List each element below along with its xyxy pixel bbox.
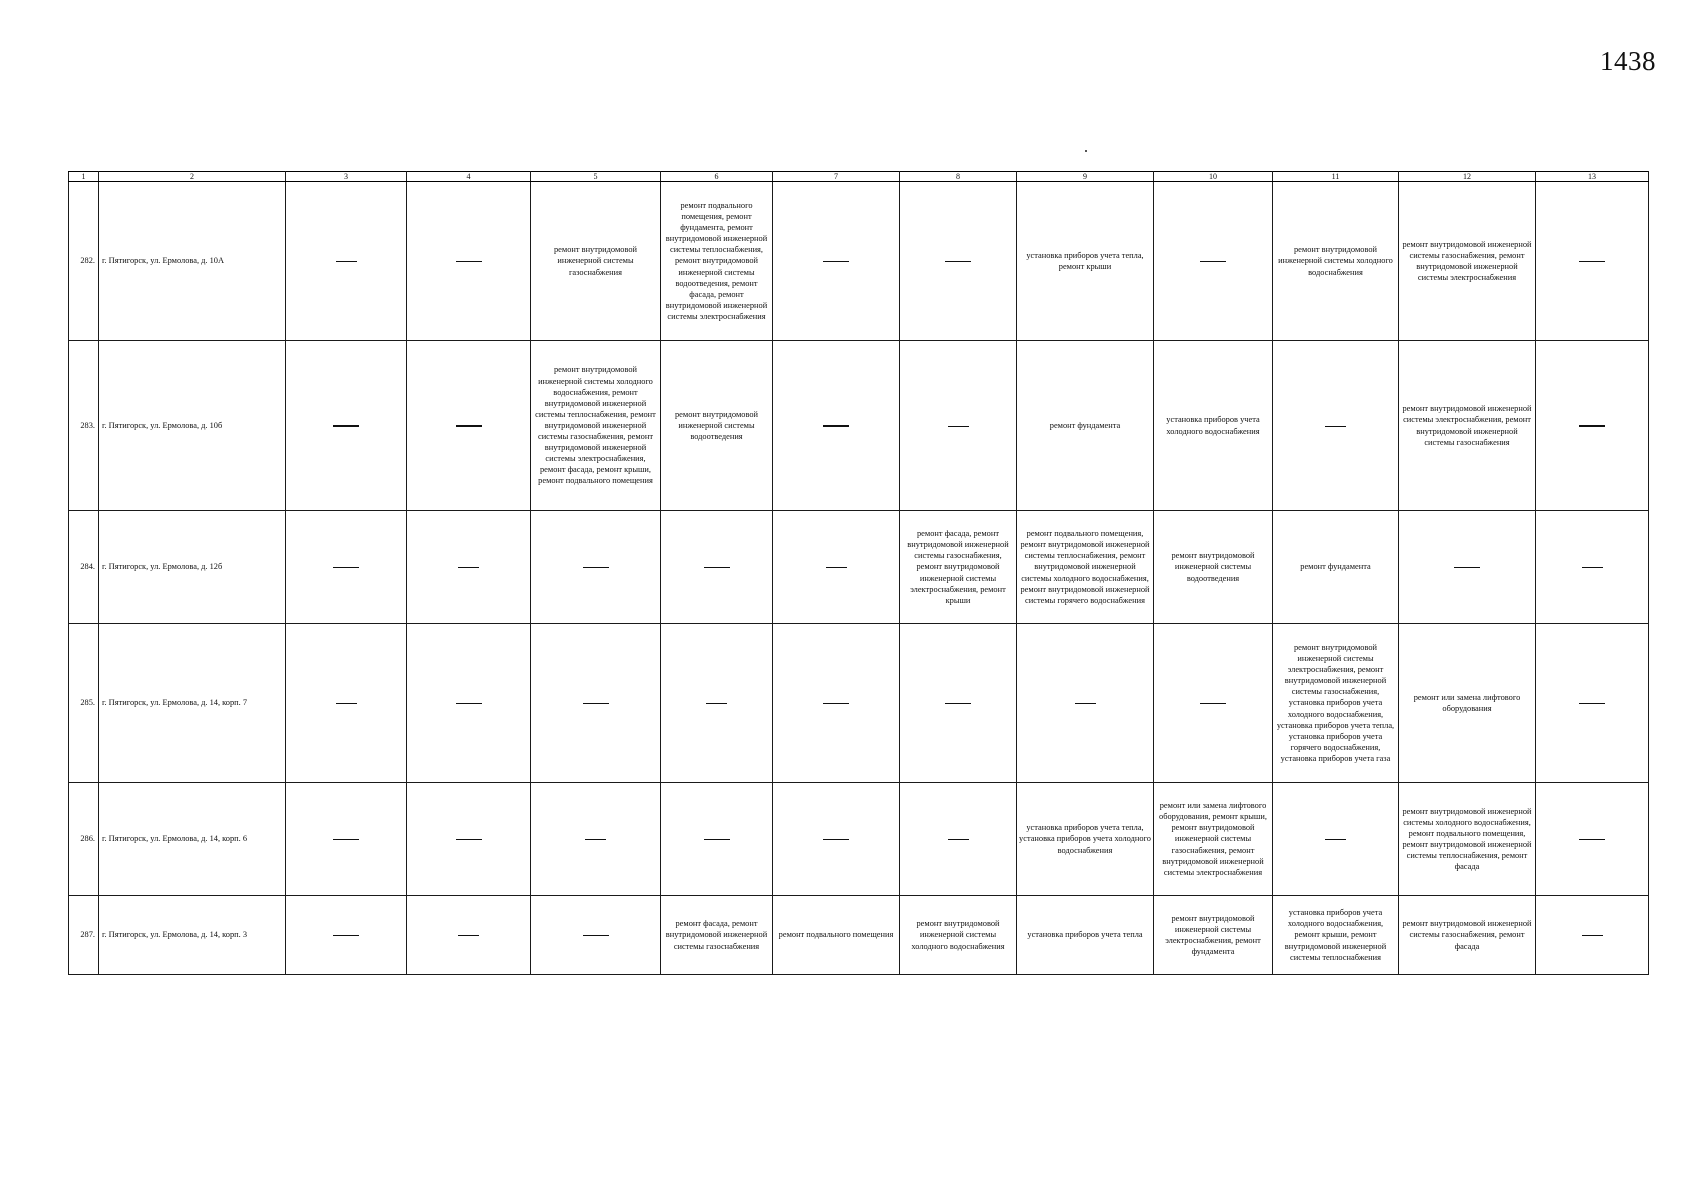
empty-cell xyxy=(773,511,900,624)
column-number-10: 10 xyxy=(1154,172,1273,182)
work-description-cell: ремонт фасада, ремонт внутридомовой инженерной системы газоснабжения xyxy=(661,896,773,975)
empty-cell xyxy=(773,783,900,896)
empty-cell xyxy=(286,624,407,783)
dash-mark xyxy=(1582,567,1603,568)
empty-cell xyxy=(531,511,661,624)
empty-cell xyxy=(531,783,661,896)
work-description-cell: ремонт внутридомовой инженерной системы газоснабжения, ремонт фасада xyxy=(1399,896,1536,975)
empty-cell xyxy=(1399,511,1536,624)
dash-mark xyxy=(823,425,849,426)
dash-mark xyxy=(948,426,969,427)
dash-mark xyxy=(823,839,849,840)
empty-cell xyxy=(773,182,900,341)
empty-cell xyxy=(1273,783,1399,896)
column-number-2: 2 xyxy=(99,172,286,182)
work-description-cell: ремонт внутридомовой инженерной системы водоотведения xyxy=(661,341,773,511)
work-description-cell: ремонт фасада, ремонт внутридомовой инженерной системы газоснабжения, ремонт внутридомовой инженерной системы электроснабжения, ремонт крыши xyxy=(900,511,1017,624)
dash-mark xyxy=(458,567,479,568)
empty-cell xyxy=(661,783,773,896)
empty-cell xyxy=(1536,182,1649,341)
dash-mark xyxy=(336,703,357,704)
dash-mark xyxy=(826,567,847,568)
dash-mark xyxy=(1454,567,1480,568)
empty-cell xyxy=(407,783,531,896)
column-number-5: 5 xyxy=(531,172,661,182)
column-number-4: 4 xyxy=(407,172,531,182)
dash-mark xyxy=(704,839,730,840)
dash-mark xyxy=(333,425,359,426)
work-description-cell: ремонт фундамента xyxy=(1017,341,1154,511)
dash-mark xyxy=(333,839,359,840)
dash-mark xyxy=(1200,703,1226,704)
empty-cell xyxy=(1536,624,1649,783)
work-description-cell: ремонт внутридомовой инженерной системы электроснабжения, ремонт внутридомовой инженерной системы газоснабжения, установка приборов учета холодного водоснабжения, установка приборов учета тепла, установка приборов учета горячего водоснабжения, установка приборов учета газа xyxy=(1273,624,1399,783)
row-number: 286. xyxy=(69,783,99,896)
row-number: 285. xyxy=(69,624,99,783)
empty-cell xyxy=(900,182,1017,341)
empty-cell xyxy=(1536,341,1649,511)
table-row xyxy=(69,896,1649,975)
work-description-cell: ремонт внутридомовой инженерной системы газоснабжения, ремонт внутридомовой инженерной системы электроснабжения xyxy=(1399,182,1536,341)
dash-mark xyxy=(583,935,609,936)
dash-mark xyxy=(1579,703,1605,704)
scan-speck xyxy=(1085,150,1087,152)
column-number-8: 8 xyxy=(900,172,1017,182)
table-row xyxy=(69,783,1649,896)
work-description-cell: ремонт или замена лифтового оборудования xyxy=(1399,624,1536,783)
dash-mark xyxy=(823,703,849,704)
work-description-cell: ремонт внутридомовой инженерной системы холодного водоснабжения xyxy=(900,896,1017,975)
empty-cell xyxy=(286,783,407,896)
dash-mark xyxy=(336,261,357,262)
column-number-6: 6 xyxy=(661,172,773,182)
empty-cell xyxy=(1536,511,1649,624)
column-number-9: 9 xyxy=(1017,172,1154,182)
address-cell: г. Пятигорск, ул. Ермолова, д. 12б xyxy=(99,511,286,624)
empty-cell xyxy=(531,624,661,783)
dash-mark xyxy=(458,935,479,936)
work-description-cell: ремонт подвального помещения xyxy=(773,896,900,975)
dash-mark xyxy=(706,703,727,704)
empty-cell xyxy=(407,511,531,624)
table-row xyxy=(69,624,1649,783)
dash-mark xyxy=(1579,425,1605,426)
address-cell: г. Пятигорск, ул. Ермолова, д. 10А xyxy=(99,182,286,341)
work-description-cell: ремонт или замена лифтового оборудования, ремонт крыши, ремонт внутридомовой инженерной системы газоснабжения, ремонт внутридомовой инженерной системы электроснабжения xyxy=(1154,783,1273,896)
empty-cell xyxy=(407,341,531,511)
dash-mark xyxy=(1325,839,1346,840)
dash-mark xyxy=(1582,935,1603,936)
work-description-cell: ремонт внутридомовой инженерной системы водоотведения xyxy=(1154,511,1273,624)
page-number: 1438 xyxy=(1600,46,1656,76)
row-number: 284. xyxy=(69,511,99,624)
work-description-cell: ремонт внутридомовой инженерной системы холодного водоснабжения, ремонт внутридомовой инженерной системы теплоснабжения, ремонт внутридомовой инженерной системы газоснабжения, ремонт внутридомовой инженерной системы электроснабжения, ремонт фасада, ремонт крыши, ремонт подвального помещения xyxy=(531,341,661,511)
repair-schedule-table xyxy=(68,171,1649,975)
empty-cell xyxy=(407,896,531,975)
dash-mark xyxy=(456,425,482,426)
work-description-cell: ремонт внутридомовой инженерной системы газоснабжения xyxy=(531,182,661,341)
work-description-cell: установка приборов учета тепла xyxy=(1017,896,1154,975)
work-description-cell: установка приборов учета тепла, установка приборов учета холодного водоснабжения xyxy=(1017,783,1154,896)
empty-cell xyxy=(1536,896,1649,975)
empty-cell xyxy=(1536,783,1649,896)
dash-mark xyxy=(456,703,482,704)
empty-cell xyxy=(773,341,900,511)
row-number: 287. xyxy=(69,896,99,975)
dash-mark xyxy=(945,261,971,262)
empty-cell xyxy=(286,341,407,511)
empty-cell xyxy=(286,511,407,624)
empty-cell xyxy=(1154,624,1273,783)
table-row xyxy=(69,182,1649,341)
row-number: 282. xyxy=(69,182,99,341)
row-number: 283. xyxy=(69,341,99,511)
column-number-13: 13 xyxy=(1536,172,1649,182)
dash-mark xyxy=(1579,261,1605,262)
dash-mark xyxy=(583,703,609,704)
work-description-cell: ремонт внутридомовой инженерной системы электроснабжения, ремонт фундамента xyxy=(1154,896,1273,975)
table-row xyxy=(69,511,1649,624)
dash-mark xyxy=(456,839,482,840)
work-description-cell: ремонт фундамента xyxy=(1273,511,1399,624)
work-description-cell: ремонт подвального помещения, ремонт фундамента, ремонт внутридомовой инженерной системы теплоснабжения, ремонт внутридомовой инженерной системы водоотведения, ремонт фасада, ремонт внутридомовой инженерной системы электроснабжения xyxy=(661,182,773,341)
work-description-cell: установка приборов учета холодного водоснабжения, ремонт крыши, ремонт внутридомовой инженерной системы теплоснабжения xyxy=(1273,896,1399,975)
dash-mark xyxy=(333,935,359,936)
work-description-cell: ремонт внутридомовой инженерной системы холодного водоснабжения xyxy=(1273,182,1399,341)
work-description-cell: ремонт внутридомовой инженерной системы холодного водоснабжения, ремонт подвального помещения, ремонт внутридомовой инженерной системы теплоснабжения, ремонт фасада xyxy=(1399,783,1536,896)
column-number-11: 11 xyxy=(1273,172,1399,182)
empty-cell xyxy=(407,182,531,341)
column-number-12: 12 xyxy=(1399,172,1536,182)
empty-cell xyxy=(773,624,900,783)
address-cell: г. Пятигорск, ул. Ермолова, д. 14, корп. 6 xyxy=(99,783,286,896)
address-cell: г. Пятигорск, ул. Ермолова, д. 14, корп. 3 xyxy=(99,896,286,975)
empty-cell xyxy=(407,624,531,783)
work-description-cell: ремонт внутридомовой инженерной системы электроснабжения, ремонт внутридомовой инженерной системы газоснабжения xyxy=(1399,341,1536,511)
work-description-cell: установка приборов учета холодного водоснабжения xyxy=(1154,341,1273,511)
dash-mark xyxy=(948,839,969,840)
empty-cell xyxy=(900,783,1017,896)
address-cell: г. Пятигорск, ул. Ермолова, д. 10б xyxy=(99,341,286,511)
empty-cell xyxy=(1154,182,1273,341)
dash-mark xyxy=(823,261,849,262)
dash-mark xyxy=(583,567,609,568)
work-description-cell: ремонт подвального помещения, ремонт внутридомовой инженерной системы теплоснабжения, ремонт внутридомовой инженерной системы холодного водоснабжения, ремонт внутридомовой инженерной системы горячего водоснабжения xyxy=(1017,511,1154,624)
empty-cell xyxy=(661,511,773,624)
dash-mark xyxy=(456,261,482,262)
dash-mark xyxy=(585,839,606,840)
dash-mark xyxy=(1325,426,1346,427)
dash-mark xyxy=(333,567,359,568)
empty-cell xyxy=(286,182,407,341)
dash-mark xyxy=(1075,703,1096,704)
table-row xyxy=(69,341,1649,511)
address-cell: г. Пятигорск, ул. Ермолова, д. 14, корп. 7 xyxy=(99,624,286,783)
work-description-cell: установка приборов учета тепла, ремонт крыши xyxy=(1017,182,1154,341)
dash-mark xyxy=(1579,839,1605,840)
empty-cell xyxy=(1017,624,1154,783)
empty-cell xyxy=(1273,341,1399,511)
empty-cell xyxy=(531,896,661,975)
column-numbers-row xyxy=(69,172,1649,182)
column-number-1: 1 xyxy=(69,172,99,182)
empty-cell xyxy=(661,624,773,783)
dash-mark xyxy=(704,567,730,568)
empty-cell xyxy=(900,624,1017,783)
column-number-3: 3 xyxy=(286,172,407,182)
column-number-7: 7 xyxy=(773,172,900,182)
empty-cell xyxy=(900,341,1017,511)
dash-mark xyxy=(945,703,971,704)
dash-mark xyxy=(1200,261,1226,262)
empty-cell xyxy=(286,896,407,975)
